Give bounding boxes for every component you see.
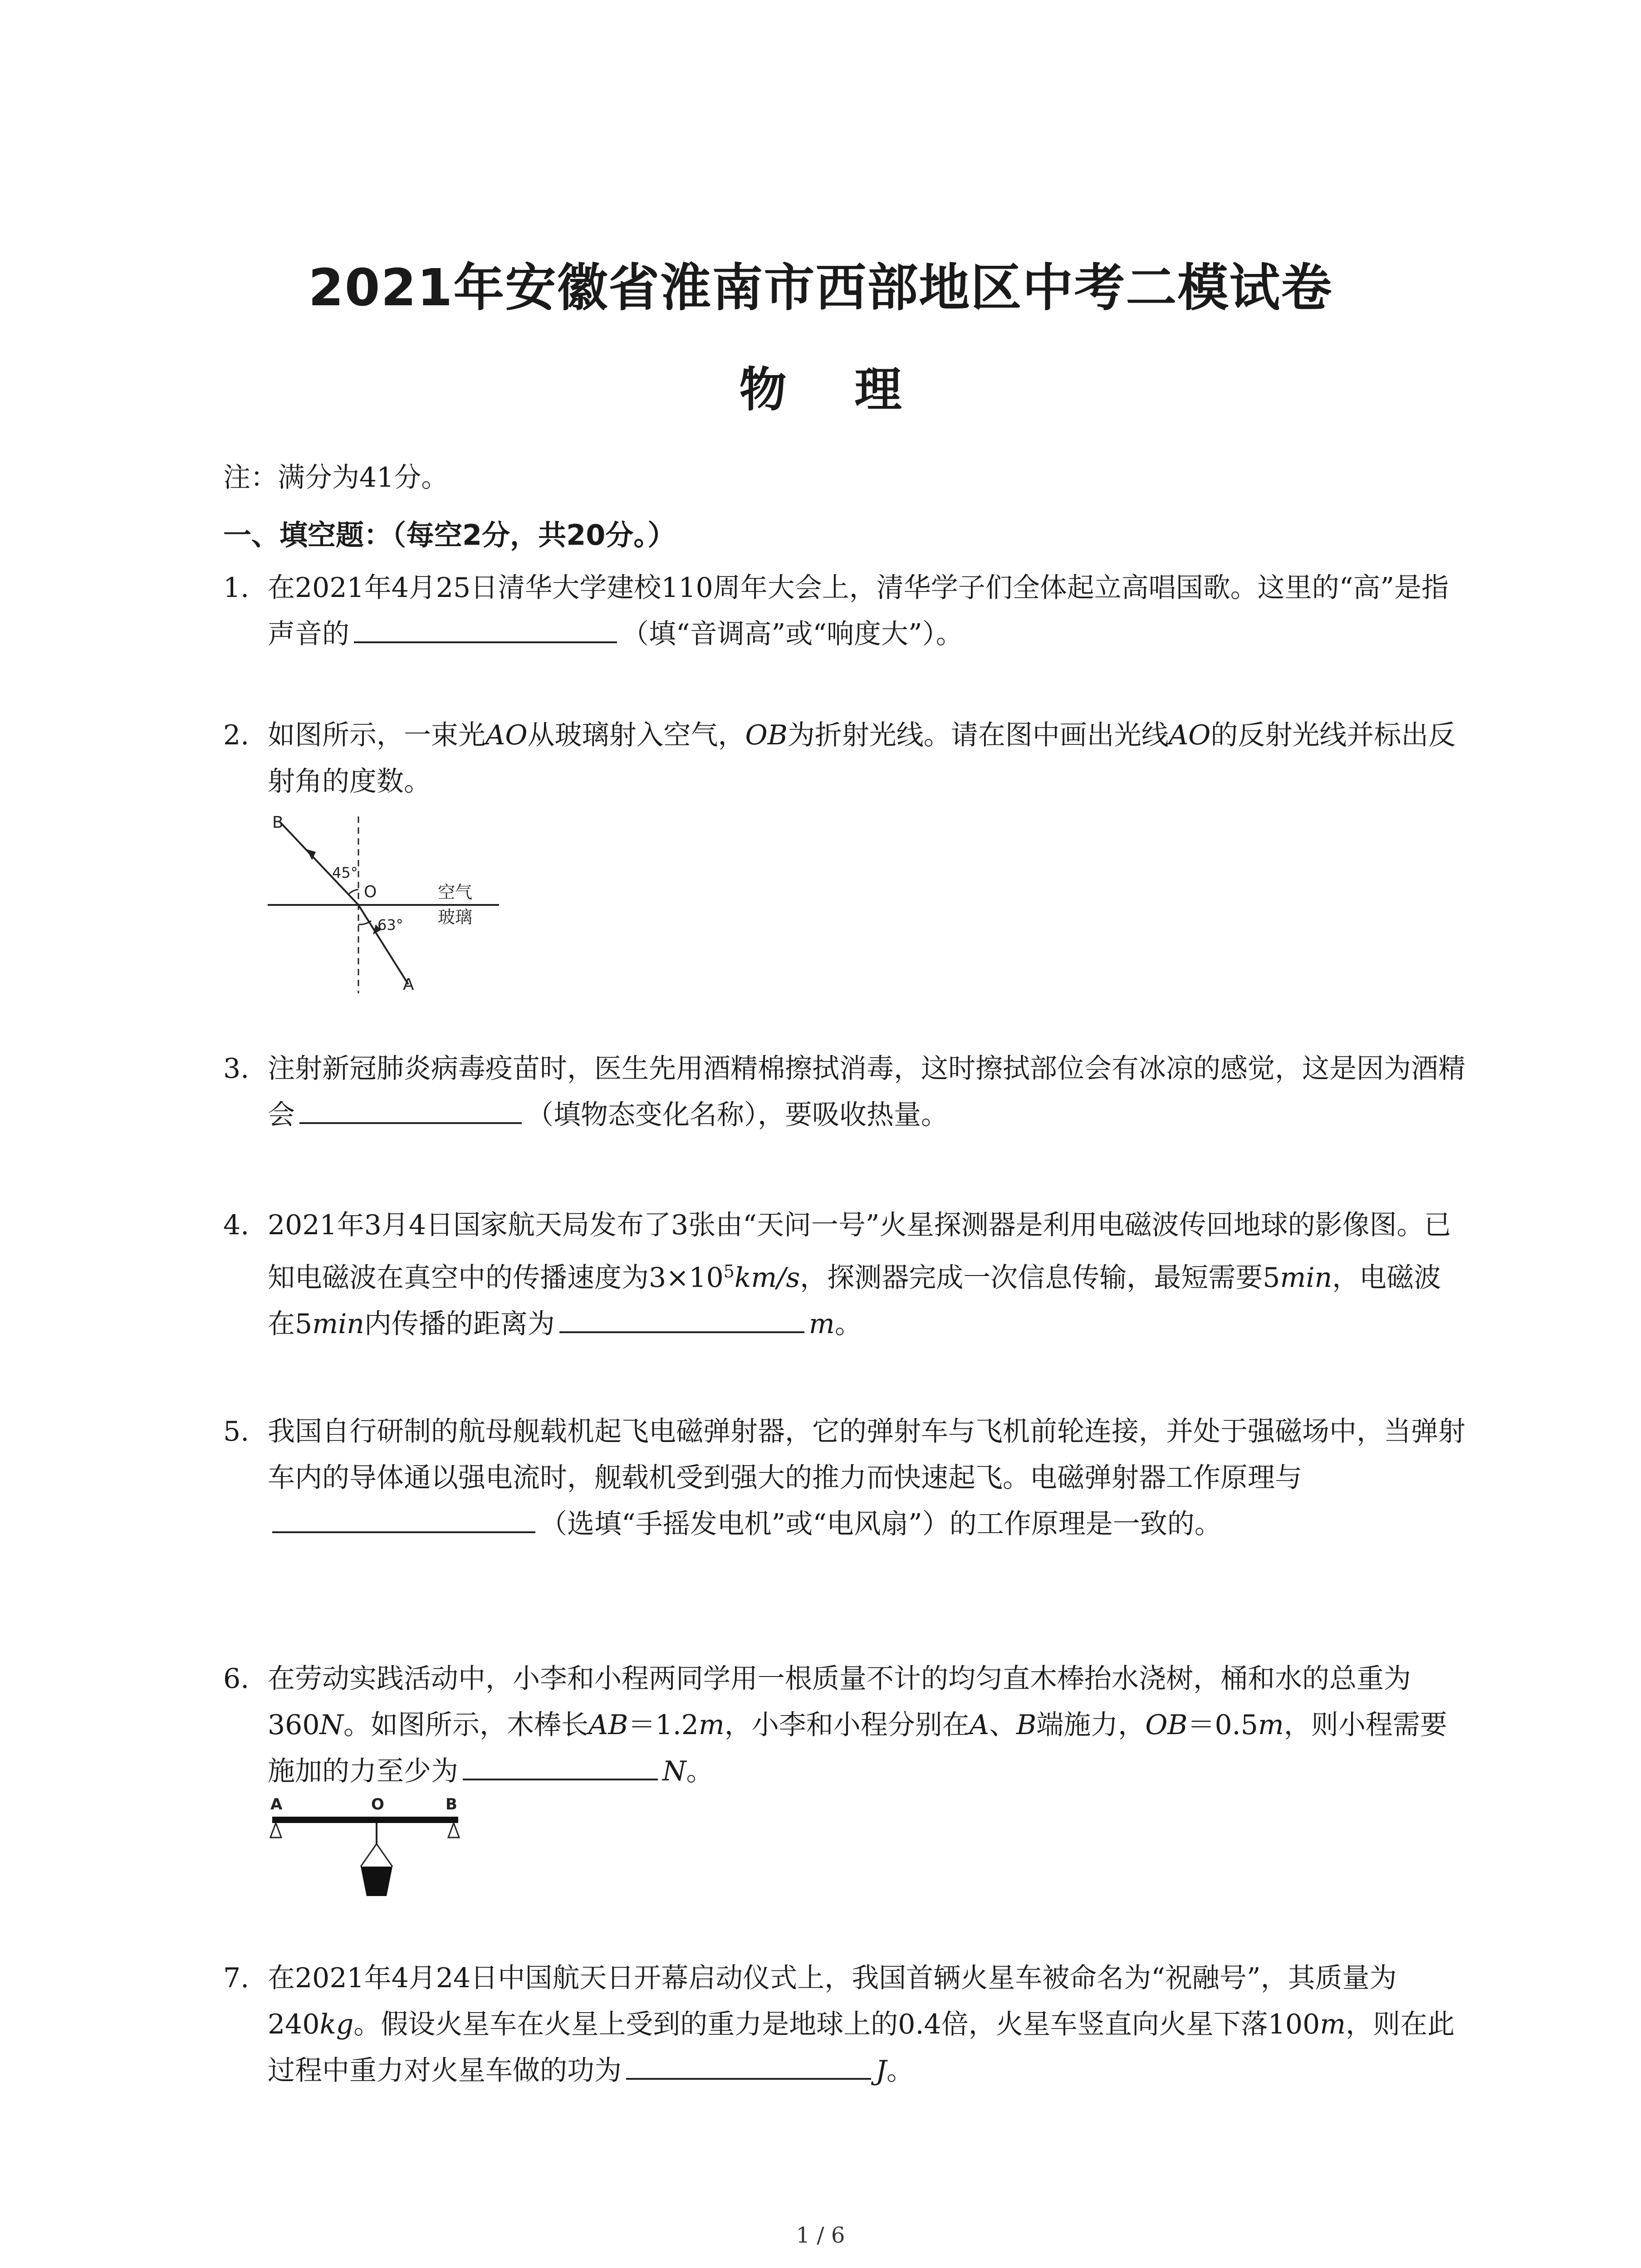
unit: min bbox=[312, 1308, 364, 1340]
label-o: O bbox=[371, 1795, 384, 1813]
label-b: B bbox=[272, 813, 284, 832]
angle-label: 45° bbox=[332, 864, 358, 881]
question-text: ＝0.5 bbox=[1187, 1709, 1258, 1741]
exam-title: 2021年安徽省淮南市西部地区中考二模试卷 bbox=[308, 259, 1333, 318]
question-text: ＝1.2 bbox=[628, 1709, 699, 1741]
punctuation: 。 bbox=[887, 2055, 914, 2087]
question-number: 5. bbox=[223, 1416, 250, 1447]
var: A bbox=[969, 1709, 989, 1741]
question-text: 注射新冠肺炎病毒疫苗时，医生先用酒精棉擦拭消毒，这时擦拭部位会有冰凉的感觉，这是因为酒精会 bbox=[268, 1053, 1465, 1131]
question-text: （填物态变化名称），要吸收热量。 bbox=[526, 1099, 948, 1131]
var: AB bbox=[588, 1709, 628, 1741]
answer-blank[interactable] bbox=[354, 612, 617, 643]
lever-diagram bbox=[268, 1794, 472, 1916]
question-text: 端施力， bbox=[1036, 1709, 1146, 1741]
bucket-icon bbox=[361, 1867, 392, 1896]
medium-air: 空气 bbox=[438, 882, 473, 902]
var: OB bbox=[1145, 1709, 1188, 1741]
label-o: O bbox=[364, 883, 377, 901]
section-heading: 一、填空题：（每空2分，共20分。） bbox=[223, 518, 676, 552]
question-3 bbox=[223, 1046, 1466, 1138]
question-text: ，则小程需要施加的力至少为 bbox=[268, 1709, 1447, 1787]
question-text: 2021年3月4日国家航天局发布了3张由“天问一号”火星探测器是利用电磁波传回地球的影像图。已知电磁波在真空中的传播速度为3×10 bbox=[268, 1209, 1451, 1294]
question-number: 4. bbox=[223, 1209, 250, 1241]
question-text: 为折射光线。请在图中画出光线 bbox=[787, 719, 1169, 751]
answer-blank[interactable] bbox=[463, 1750, 658, 1780]
question-1 bbox=[223, 565, 1466, 657]
question-4 bbox=[223, 1202, 1466, 1347]
unit: N bbox=[319, 1709, 344, 1741]
answer-blank[interactable] bbox=[299, 1093, 522, 1124]
exponent: 5 bbox=[723, 1261, 735, 1281]
unit: m bbox=[1320, 2009, 1346, 2040]
answer-blank[interactable] bbox=[559, 1302, 804, 1333]
question-number: 1. bbox=[223, 572, 250, 604]
unit: N bbox=[662, 1755, 686, 1787]
question-7 bbox=[223, 1955, 1466, 2094]
question-2 bbox=[223, 712, 1466, 805]
wooden-stick bbox=[272, 1817, 458, 1823]
unit: m bbox=[698, 1709, 725, 1741]
label-b: B bbox=[446, 1795, 457, 1813]
question-text: 在劳动实践活动中，小李和小程两同学用一根质量不计的均匀直木棒抬水浇树，桶和水的总重为360 bbox=[268, 1663, 1411, 1741]
label-a: A bbox=[270, 1795, 283, 1813]
support-triangle bbox=[270, 1823, 281, 1838]
question-text: 。假设火星车在火星上受到的重力是地球上的0.4倍，火星车竖直向火星下落100 bbox=[353, 2009, 1320, 2040]
question-text: 在2021年4月24日中国航天日开幕启动仪式上，我国首辆火星车被命名为“祝融号”，其质量为240 bbox=[268, 1962, 1397, 2040]
refracted-ray bbox=[279, 821, 358, 905]
question-text: 在2021年4月25日清华大学建校110周年大会上，清华学子们全体起立高唱国歌。这里的“高”是指声音的 bbox=[268, 572, 1449, 650]
rope bbox=[361, 1844, 377, 1867]
unit: J bbox=[876, 2055, 887, 2087]
answer-blank[interactable] bbox=[272, 1502, 535, 1533]
var: B bbox=[1016, 1709, 1037, 1741]
var-ao: AO bbox=[1168, 719, 1211, 751]
angle-arc bbox=[358, 921, 371, 924]
support-triangle bbox=[448, 1823, 459, 1838]
var-ob: OB bbox=[745, 719, 788, 751]
question-text: 。如图所示，木棒长 bbox=[343, 1709, 589, 1741]
question-number: 2. bbox=[223, 719, 250, 751]
rope bbox=[377, 1844, 392, 1867]
question-text: 我国自行研制的航母舰载机起飞电磁弹射器，它的弹射车与飞机前轮连接，并处于强磁场中，当弹射车内的导体通以强电流时，舰载机受到强大的推力而快速起飞。电磁弹射器工作原理与 bbox=[268, 1416, 1465, 1494]
question-number: 7. bbox=[223, 1962, 250, 1994]
question-text: （选填“手摇发电机”或“电风扇”）的工作原理是一致的。 bbox=[540, 1508, 1222, 1540]
angle-arc bbox=[348, 890, 358, 894]
label-a: A bbox=[403, 975, 414, 994]
question-text: 如图所示，一束光 bbox=[268, 719, 485, 751]
unit: km/s bbox=[734, 1262, 800, 1294]
subject-title: 物理 bbox=[739, 362, 970, 417]
question-text: ，电磁波在5 bbox=[268, 1262, 1441, 1340]
question-5 bbox=[223, 1408, 1466, 1547]
question-text: 、 bbox=[989, 1709, 1017, 1741]
punctuation: 。 bbox=[834, 1308, 862, 1340]
score-note: 注：满分为41分。 bbox=[223, 462, 449, 494]
var-ao: AO bbox=[485, 719, 528, 751]
punctuation: 。 bbox=[686, 1755, 714, 1787]
question-text: 的反射光线并标出反射角的度数。 bbox=[268, 719, 1456, 797]
question-text: ，探测器完成一次信息传输，最短需要5 bbox=[800, 1262, 1280, 1294]
question-text: （填“音调高”或“响度大”）。 bbox=[622, 618, 963, 650]
question-text: ，小李和小程分别在 bbox=[724, 1709, 970, 1741]
question-text: ，则在此过程中重力对火星车做的功为 bbox=[268, 2009, 1455, 2087]
unit: m bbox=[808, 1308, 835, 1340]
unit: kg bbox=[319, 2009, 354, 2040]
question-text: 从玻璃射入空气， bbox=[527, 719, 745, 751]
question-text: 内传播的距离为 bbox=[364, 1308, 555, 1340]
medium-glass: 玻璃 bbox=[438, 907, 473, 927]
question-number: 6. bbox=[223, 1663, 250, 1695]
refraction-diagram bbox=[259, 807, 513, 998]
unit: m bbox=[1258, 1709, 1284, 1741]
angle-label: 63° bbox=[377, 916, 403, 934]
question-6 bbox=[223, 1656, 1466, 1794]
page-number: 1 / 6 bbox=[796, 2223, 845, 2248]
answer-blank[interactable] bbox=[626, 2049, 871, 2080]
unit: min bbox=[1280, 1262, 1332, 1294]
question-number: 3. bbox=[223, 1053, 250, 1085]
